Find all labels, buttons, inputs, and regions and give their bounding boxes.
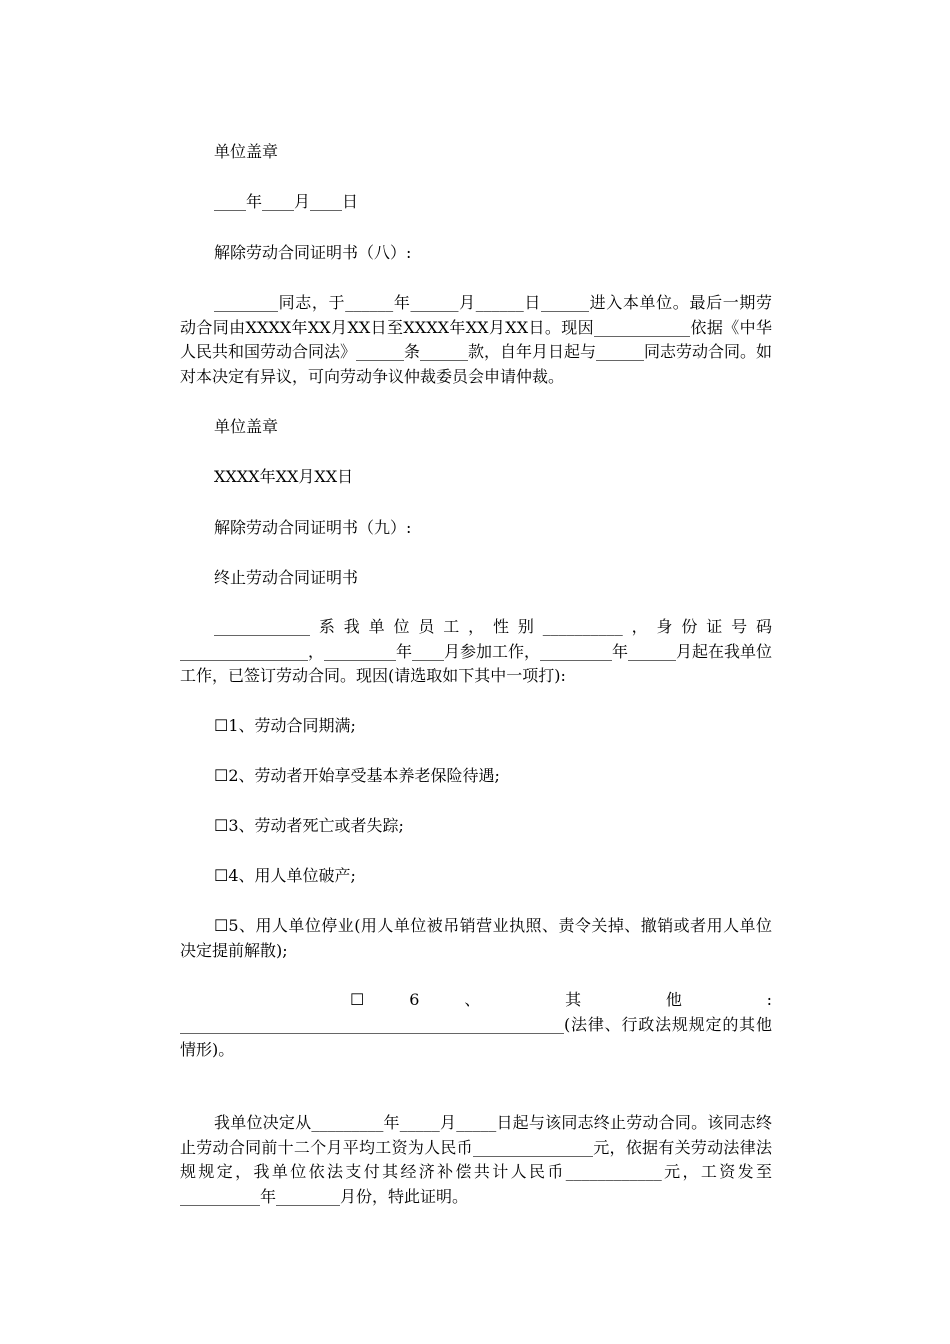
seal-label-1: 单位盖章 — [214, 142, 279, 161]
option-item-3: ☐3、劳动者死亡或者失踪; — [214, 816, 404, 835]
certificate-body-8: ________同志，于______年______月______日______进入本单位。最后一期劳动合同由XXXX年XX月XX日至XXXX年XX月XX日。现因____________依据《中华人民共和国劳动合同法》______条______款，自年月日起与______同志劳动合同。如对本决定有异议，可向劳动争议仲裁委员会申请仲裁。 — [180, 293, 773, 386]
option-item-1: ☐1、劳动合同期满; — [214, 716, 356, 735]
date-2: XXXX年XX月XX日 — [214, 467, 354, 486]
option-item-4: ☐4、用人单位破产; — [214, 866, 356, 885]
option-item-2: ☐2、劳动者开始享受基本养老保险待遇; — [214, 766, 500, 785]
option-item-6-line2: ________________________________________________(法律、行政法规规定的其他情形)。 — [180, 1015, 772, 1059]
certificate-title-8: 解除劳动合同证明书（八）: — [214, 243, 412, 262]
option-item-6-line1: ☐ 6 、 其 他 : — [350, 990, 772, 1009]
certificate-closing-paragraph: 我单位决定从_________年_____月_____日起与该同志终止劳动合同。该同志终止劳动合同前十二个月平均工资为人民币_______________元，依据有关劳动法律法规规定，我单位依法支付其经济补偿共计人民币____________元，工资发至__________年________月份，特此证明。 — [180, 1113, 772, 1206]
certificate-subtitle-9: 终止劳动合同证明书 — [214, 568, 359, 587]
certificate-body-9: ____________系我单位员工，性别__________，身份证号码________________，_________年____月参加工作，_________年______月起在我单位工作，已签订劳动合同。现因(请选取如下其中一项打): — [180, 617, 773, 685]
option-item-5: ☐5、用人单位停业(用人单位被吊销营业执照、责令关掉、撤销或者用人单位决定提前解散); — [180, 916, 772, 960]
certificate-title-9: 解除劳动合同证明书（九）: — [214, 518, 412, 537]
seal-label-2: 单位盖章 — [214, 417, 279, 436]
date-blank-1: ____年____月____日 — [214, 192, 359, 211]
